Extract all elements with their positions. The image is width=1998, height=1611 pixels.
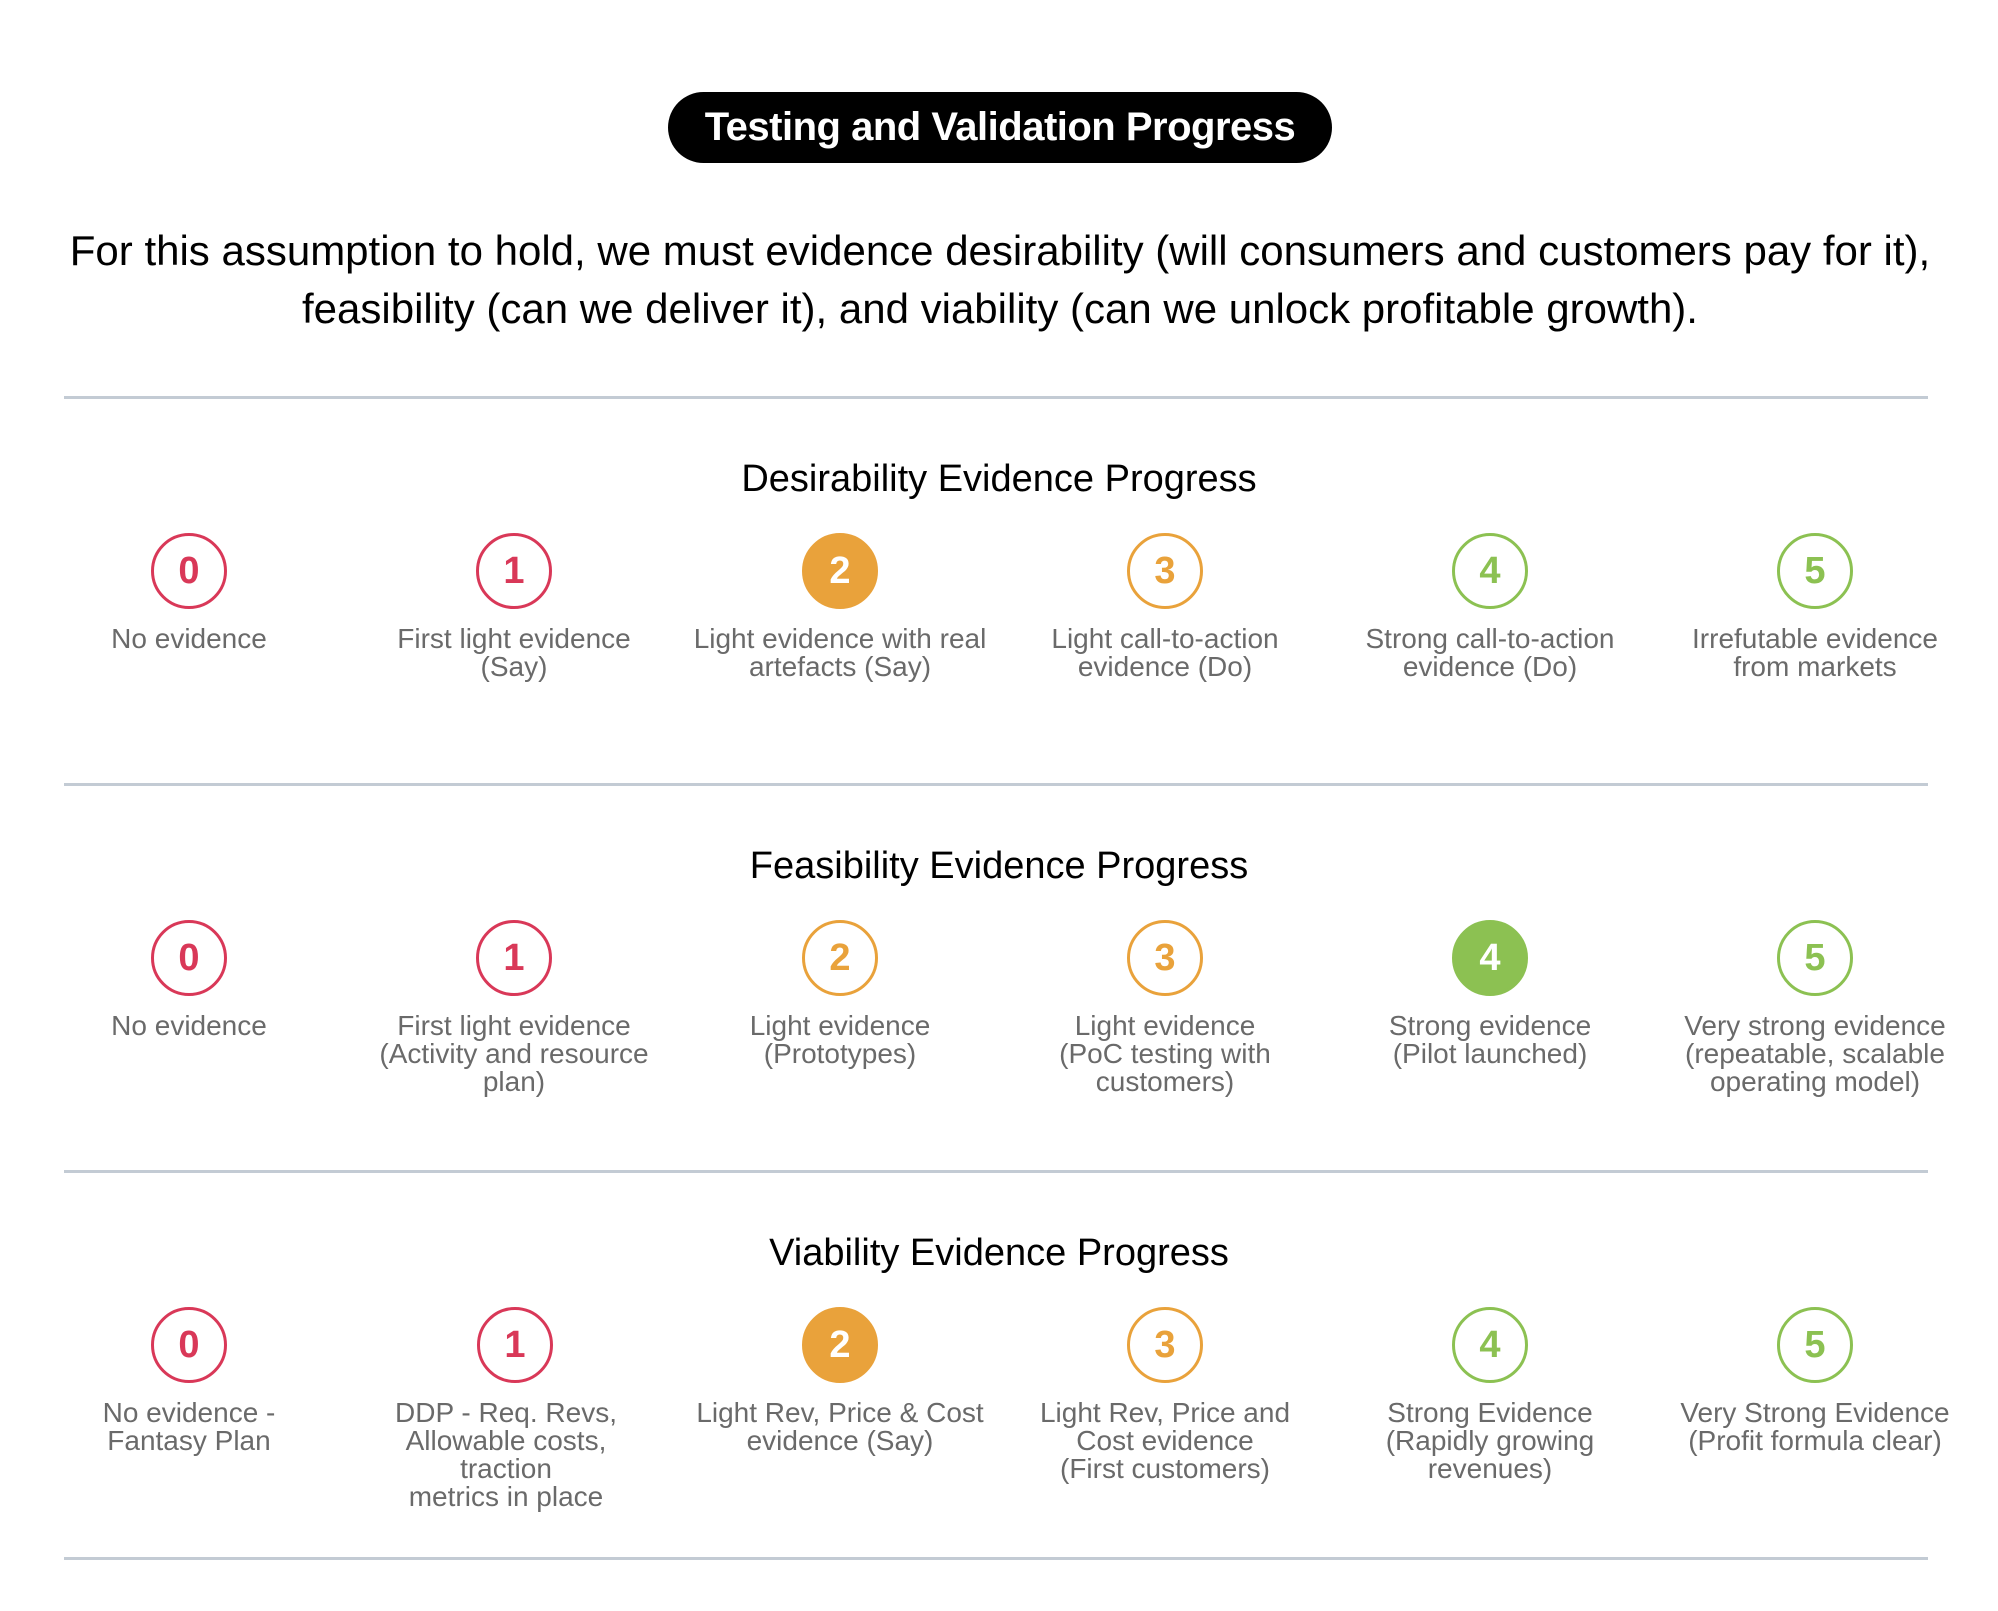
section-desirability [0, 457, 1998, 837]
level-3 [1015, 1307, 1315, 1483]
level-label: Irrefutable evidence from markets [1692, 623, 1938, 682]
level-5 [1665, 1307, 1965, 1455]
section-title: Viability Evidence Progress [769, 1232, 1229, 1274]
level-label: No evidence - Fantasy Plan [102, 1397, 276, 1456]
title-pill [668, 92, 1332, 163]
intro-text [60, 222, 1940, 338]
level-3 [1015, 533, 1315, 681]
level-0 [39, 920, 339, 1040]
divider-top [64, 396, 1928, 399]
section-title: Feasibility Evidence Progress [749, 845, 1249, 887]
level-label: First light evidence (Activity and resource plan) [379, 1010, 649, 1097]
level-circle-selected: 2 [802, 1307, 878, 1383]
level-circle: 2 [802, 920, 878, 996]
level-label: Light Rev, Price and Cost evidence (First customers) [1039, 1397, 1291, 1484]
section-feasibility [0, 844, 1998, 1224]
level-label: Light call-to-action evidence (Do) [1051, 623, 1279, 682]
level-5 [1665, 920, 1965, 1096]
level-3 [1015, 920, 1315, 1096]
level-circle: 5 [1777, 1307, 1853, 1383]
intro-line-1: For this assumption to hold, we must evidence desirability (will consumers and customers pay for it), [69, 227, 1931, 274]
level-circle: 0 [151, 920, 227, 996]
level-2 [690, 1307, 990, 1455]
level-circle: 4 [1452, 533, 1528, 609]
divider-2 [64, 1170, 1928, 1173]
level-label: Strong call-to-action evidence (Do) [1365, 623, 1615, 682]
section-title: Desirability Evidence Progress [741, 458, 1257, 500]
section-viability [0, 1231, 1998, 1611]
level-label: Light evidence with real artefacts (Say) [693, 623, 987, 682]
level-2 [690, 920, 990, 1068]
divider-1 [64, 783, 1928, 786]
level-circle: 0 [151, 1307, 227, 1383]
level-label: DDP - Req. Revs, Allowable costs, traction metrics in place [395, 1397, 617, 1512]
level-circle: 3 [1127, 1307, 1203, 1383]
level-label: Very strong evidence (repeatable, scalable operating model) [1684, 1010, 1946, 1097]
level-0 [39, 1307, 339, 1455]
level-circle: 3 [1127, 533, 1203, 609]
page-title: Testing and Validation Progress [704, 105, 1296, 149]
level-label: Strong Evidence (Rapidly growing revenues) [1385, 1397, 1595, 1484]
divider-bottom [64, 1557, 1928, 1560]
level-circle: 3 [1127, 920, 1203, 996]
level-label: First light evidence (Say) [397, 623, 631, 682]
level-1 [364, 533, 664, 681]
level-circle: 0 [151, 533, 227, 609]
level-4 [1340, 920, 1640, 1068]
level-4 [1340, 1307, 1640, 1483]
level-label: Strong evidence (Pilot launched) [1388, 1010, 1592, 1069]
intro-line-2: feasibility (can we deliver it), and viability (can we unlock profitable growth). [302, 285, 1698, 332]
level-circle: 1 [476, 533, 552, 609]
level-2 [690, 533, 990, 681]
level-label: Light evidence (PoC testing with customers) [1059, 1010, 1271, 1097]
level-5 [1665, 533, 1965, 681]
level-4 [1340, 533, 1640, 681]
level-circle: 5 [1777, 533, 1853, 609]
level-label: No evidence [111, 1010, 267, 1041]
level-0 [39, 533, 339, 653]
level-1 [356, 1307, 656, 1511]
level-label: Light evidence (Prototypes) [749, 1010, 931, 1069]
level-circle: 4 [1452, 1307, 1528, 1383]
level-label: No evidence [111, 623, 267, 654]
level-label: Light Rev, Price & Cost evidence (Say) [696, 1397, 984, 1456]
level-circle-selected: 4 [1452, 920, 1528, 996]
level-1 [364, 920, 664, 1096]
level-circle: 5 [1777, 920, 1853, 996]
level-circle: 1 [476, 920, 552, 996]
level-circle-selected: 2 [802, 533, 878, 609]
level-circle: 1 [477, 1307, 553, 1383]
level-label: Very Strong Evidence (Profit formula clear) [1680, 1397, 1950, 1456]
